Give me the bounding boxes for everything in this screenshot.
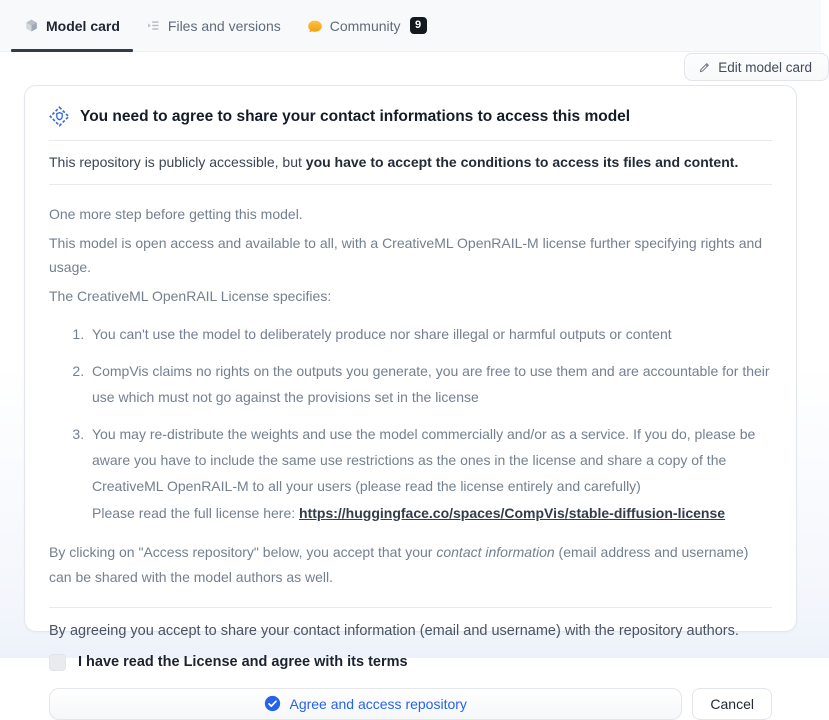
gate-title: You need to agree to share your contact informations to access this model [80, 107, 631, 125]
edit-model-card-button[interactable] [684, 53, 829, 81]
check-circle-icon [264, 695, 281, 712]
license-link-line [92, 500, 772, 526]
agree-access-button[interactable] [49, 688, 682, 720]
clicking-suffix: (email address and username) can be shared with the model authors as well. [49, 543, 749, 585]
license-checkbox-label[interactable]: I have read the License and agree with its terms [78, 654, 408, 671]
gated-model-icon [49, 106, 70, 127]
license-points-list [49, 321, 772, 525]
gate-intro [49, 141, 772, 185]
clicking-note [49, 540, 772, 608]
gate-description [49, 185, 772, 608]
intro-period: . [734, 154, 739, 170]
agree-note: By agreeing you accept to share your contact information (email and username) with the repository authors. [49, 622, 739, 639]
clicking-italic: contact information [436, 543, 555, 560]
community-count-badge: 9 [410, 17, 427, 33]
pencil-icon [698, 61, 711, 74]
description-line: This model is open access and available to all, with a CreativeML OpenRAIL-M license further specifying rights and usage. [49, 235, 763, 276]
tab-community[interactable] [294, 0, 440, 51]
community-icon [307, 18, 323, 34]
model-cube-icon [24, 18, 39, 33]
intro-bold: you have to accept the conditions to access its files and content [305, 154, 735, 170]
license-checkbox[interactable] [49, 654, 66, 671]
model-page-tabbar [0, 0, 821, 52]
tab-label: Files and versions [167, 17, 281, 34]
license-checkbox-row [49, 654, 772, 671]
license-link[interactable]: https://huggingface.co/spaces/CompVis/stable-diffusion-license [299, 504, 726, 521]
tab-files-and-versions[interactable] [133, 0, 294, 51]
description-line: One more step before getting this model. [49, 206, 303, 222]
description-line: The CreativeML OpenRAIL License specifies: [49, 288, 332, 305]
license-point: 1. You can't use the model to deliberately produce nor share illegal or harmful outputs or content [88, 321, 772, 347]
cancel-label: Cancel [710, 695, 754, 712]
gate-actions [49, 688, 772, 720]
tab-label: Model card [46, 17, 120, 34]
gated-access-card [24, 85, 797, 712]
license-point: 2. CompVis claims no rights on the outputs you generate, you are free to use them and are accountable for their use which must not go against the provisions set in the license [88, 358, 772, 410]
edit-model-card-label: Edit model card [718, 59, 812, 75]
clicking-prefix: By clicking on "Access repository" below, you accept that your [49, 543, 437, 560]
agree-access-label: Agree and access repository [289, 695, 467, 712]
cancel-button[interactable] [692, 688, 772, 720]
tab-label: Community [329, 17, 401, 34]
files-versions-icon [146, 18, 161, 33]
intro-regular: This repository is publicly accessible, but [49, 154, 306, 170]
license-point: 3. You may re-distribute the weights and use the model commercially and/or as a service. If you do, please be aware you have to include the same use restrictions as the ones in the license and share a copy of the CreativeML OpenRAIL-M to all your users (please read the license entirely and carefully) Please read the full license here: https://huggingface.co/spaces/CompVis/stable-diffusion-license [88, 421, 772, 525]
tab-model-card[interactable] [11, 0, 133, 51]
license-link-prefix: Please read the full license here: [92, 504, 300, 521]
gate-header [49, 106, 772, 141]
